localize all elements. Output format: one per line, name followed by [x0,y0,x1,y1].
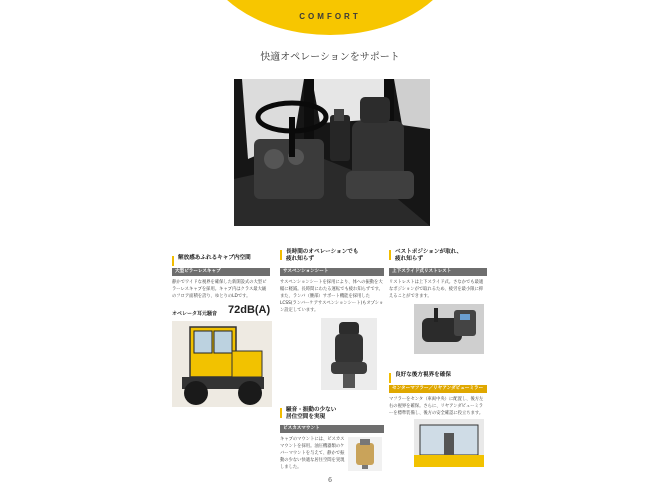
wrist-rest-illustration [414,304,484,354]
suspension-body-text: サスペンションシートを採用により、体への振動を大幅に軽減。長時間にわたる運転でも疲れ知らずです。また、ランバ（腰部）サポート機能を採用したLCSS(ランバーケアサスペンションシート)もオプション設定しています。 [280,280,384,313]
noise-level-block [172,304,272,320]
viscous-mount-illustration [348,437,382,471]
position-section-title [389,249,495,263]
mount-subtitle-bar: ビスカスマウント [280,425,384,433]
mount-title-line1: 騒音・振動の少ない [286,407,337,413]
section-header-label: COMFORT [299,12,361,21]
noise-label: オペレータ耳元騒音 [172,311,218,317]
cab-section-title: 解放感あふれるキャブ内空間 [172,255,278,262]
cab-subtitle-bar: 大型ピラーレスキャブ [172,268,270,276]
rear-subtitle-bar: センターマフラー／リヤアンダビューミラー [389,385,487,393]
rear-body-text: マフラーをセンタ（車両中央）に配置し、後方左右の視界を確保。さらに、リヤアンダビューミラーを標準装備し、後方の安全確認に役立ちます。 [389,397,484,416]
seat-illustration [321,318,377,390]
position-subtitle-bar: 上下スライド式リストレスト [389,268,487,276]
suspension-subtitle-bar: サスペンションシート [280,268,384,276]
wheel-loader-photo [172,321,272,407]
cab-body-text: 静かでワイドな視界を確保した新開設式の大型ピラーレスキャブを採用。キャブ内はクラス最大級のフロア面積を誇り、ゆとりのLDです。 [172,280,267,299]
suspension-title-line1: 長時間のオペレーションでも [286,249,359,255]
rear-view-illustration [414,419,484,467]
suspension-section-title [280,249,390,263]
mount-body-text: キャブのマウントには、ビスカスマウントを採用。油圧機器類のケバーマウントを与えて、静かで振動の少ない快適な居住空間を実現しました。 [280,437,345,470]
cab-interior-illustration [234,79,430,226]
rear-section-title: 良好な後方視界を確保 [389,372,495,379]
viscous-mount-photo [348,437,382,471]
wrist-rest-photo [414,304,484,354]
cab-interior-photo [234,79,430,226]
page-number: 6 [328,477,332,484]
position-body-text: リストレストは上下スライド式。さなかでも最適なポジションがで取れるため、疲労を最小限に抑えることができます。 [389,280,484,299]
wheel-loader-illustration [172,321,272,407]
suspension-title-line2: 疲れ知らず [286,256,314,262]
noise-value: 72dB(A) [228,304,271,316]
page-title: 快適オペレーションをサポート [260,52,400,63]
suspension-seat-photo [321,318,377,390]
mount-title-line2: 居住空間を実現 [286,414,326,420]
position-title-line2: 疲れ知らず [395,256,423,262]
mount-section-title [280,407,390,421]
position-title-line1: ベストポジションが取れ、 [395,249,463,255]
rear-view-photo [414,419,484,467]
